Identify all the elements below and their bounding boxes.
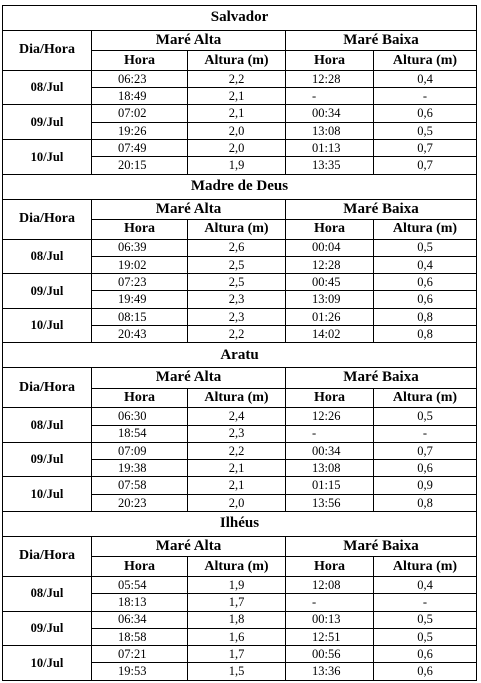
table-row [3,576,477,593]
low-tide-height: 0,4 [374,256,477,273]
group-header-row [3,536,477,557]
table-row [3,105,477,122]
low-hour-header: Hora [286,220,374,239]
station-title-row [3,343,477,368]
high-tide-height: 2,0 [188,122,286,139]
low-tide-height: 0,8 [374,326,477,343]
high-tide-height: 2,1 [188,477,286,494]
high-tide-height: 1,5 [188,663,286,681]
low-tide-height: 0,7 [374,140,477,157]
low-tide-hour: 13:08 [286,122,374,139]
station-name: Aratu [3,343,477,368]
day-hour-header: Dia/Hora [3,368,92,408]
low-tide-hour: 00:34 [286,442,374,459]
low-tide-height: 0,6 [374,460,477,477]
low-tide-height: 0,6 [374,646,477,663]
low-tide-height: 0,6 [374,274,477,291]
low-tide-hour: 13:08 [286,460,374,477]
low-tide-height: 0,4 [374,70,477,87]
low-tide-hour: 13:36 [286,663,374,681]
high-tide-hour: 07:09 [92,442,188,459]
high-tide-hour: 07:49 [92,140,188,157]
day-label: 09/Jul [3,105,92,140]
low-tide-hour: 01:15 [286,477,374,494]
high-tide-hour: 08:15 [92,308,188,325]
station-name: Ilhéus [3,512,477,537]
high-tide-hour: 07:58 [92,477,188,494]
table-row [3,140,477,157]
low-tide-hour: 00:34 [286,105,374,122]
high-tide-hour: 07:02 [92,105,188,122]
low-height-header: Altura (m) [374,51,477,70]
table-row [3,70,477,87]
low-tide-height: 0,8 [374,494,477,511]
high-tide-height: 2,2 [188,70,286,87]
high-hour-header: Hora [92,51,188,70]
low-tide-height: 0,4 [374,576,477,593]
high-tide-hour: 18:13 [92,594,188,611]
low-tide-height: - [374,88,477,105]
low-tide-hour: 12:28 [286,256,374,273]
low-tide-height: 0,9 [374,477,477,494]
day-hour-header: Dia/Hora [3,30,92,70]
day-label: 10/Jul [3,646,92,681]
low-tide-hour: 01:26 [286,308,374,325]
low-tide-hour: 13:09 [286,291,374,308]
table-row [3,274,477,291]
high-tide-hour: 18:49 [92,88,188,105]
group-header-row [3,368,477,389]
low-tide-hour: 00:56 [286,646,374,663]
high-tide-hour: 19:38 [92,460,188,477]
low-tide-hour: 00:13 [286,611,374,628]
low-tide-header: Maré Baixa [286,199,477,220]
low-hour-header: Hora [286,51,374,70]
tide-table [2,5,477,681]
low-tide-hour: 00:04 [286,239,374,256]
high-tide-height: 2,6 [188,239,286,256]
high-tide-hour: 20:15 [92,157,188,174]
low-tide-height: 0,5 [374,122,477,139]
high-tide-hour: 20:43 [92,326,188,343]
low-tide-height: 0,7 [374,442,477,459]
low-height-header: Altura (m) [374,220,477,239]
high-tide-height: 1,6 [188,628,286,645]
low-tide-height: - [374,594,477,611]
low-tide-height: 0,5 [374,239,477,256]
high-tide-hour: 20:23 [92,494,188,511]
high-tide-hour: 19:26 [92,122,188,139]
low-tide-hour: 12:28 [286,70,374,87]
high-tide-height: 1,9 [188,157,286,174]
high-height-header: Altura (m) [188,51,286,70]
day-label: 09/Jul [3,274,92,309]
high-tide-height: 2,1 [188,460,286,477]
low-tide-hour: 00:45 [286,274,374,291]
day-hour-header: Dia/Hora [3,536,92,576]
high-tide-height: 2,3 [188,308,286,325]
high-tide-height: 2,2 [188,326,286,343]
low-tide-hour: 12:51 [286,628,374,645]
high-tide-hour: 05:54 [92,576,188,593]
low-hour-header: Hora [286,388,374,407]
table-row [3,477,477,494]
high-tide-height: 1,8 [188,611,286,628]
high-tide-height: 2,0 [188,140,286,157]
high-tide-height: 2,0 [188,494,286,511]
high-tide-height: 1,7 [188,646,286,663]
low-tide-hour: - [286,594,374,611]
high-tide-height: 2,1 [188,105,286,122]
day-hour-header: Dia/Hora [3,199,92,239]
high-hour-header: Hora [92,388,188,407]
day-label: 10/Jul [3,140,92,175]
low-tide-hour: 13:56 [286,494,374,511]
low-tide-height: 0,6 [374,663,477,681]
high-height-header: Altura (m) [188,557,286,576]
low-tide-height: 0,5 [374,408,477,425]
low-tide-height: 0,5 [374,628,477,645]
day-label: 10/Jul [3,477,92,512]
high-hour-header: Hora [92,220,188,239]
high-hour-header: Hora [92,557,188,576]
low-tide-height: 0,8 [374,308,477,325]
low-tide-hour: 01:13 [286,140,374,157]
day-label: 08/Jul [3,408,92,443]
low-tide-header: Maré Baixa [286,368,477,389]
high-tide-height: 1,7 [188,594,286,611]
low-tide-hour: 14:02 [286,326,374,343]
low-tide-height: 0,5 [374,611,477,628]
low-tide-height: 0,6 [374,291,477,308]
low-tide-header: Maré Baixa [286,536,477,557]
high-tide-hour: 19:53 [92,663,188,681]
high-tide-hour: 18:54 [92,425,188,442]
high-tide-hour: 07:21 [92,646,188,663]
station-title-row [3,512,477,537]
high-tide-hour: 18:58 [92,628,188,645]
high-tide-height: 2,3 [188,425,286,442]
group-header-row [3,199,477,220]
station-name: Madre de Deus [3,174,477,199]
low-height-header: Altura (m) [374,388,477,407]
low-tide-hour: 12:08 [286,576,374,593]
high-tide-header: Maré Alta [92,199,286,220]
high-tide-hour: 06:30 [92,408,188,425]
high-tide-height: 1,9 [188,576,286,593]
high-tide-hour: 19:49 [92,291,188,308]
station-title-row [3,174,477,199]
low-tide-hour: - [286,425,374,442]
low-tide-hour: 12:26 [286,408,374,425]
low-tide-height: 0,7 [374,157,477,174]
low-tide-hour: 13:35 [286,157,374,174]
high-tide-hour: 19:02 [92,256,188,273]
table-row [3,239,477,256]
high-tide-height: 2,1 [188,88,286,105]
low-tide-height: 0,6 [374,105,477,122]
high-tide-hour: 07:23 [92,274,188,291]
high-tide-header: Maré Alta [92,30,286,51]
group-header-row [3,30,477,51]
low-tide-height: - [374,425,477,442]
high-tide-header: Maré Alta [92,536,286,557]
low-tide-header: Maré Baixa [286,30,477,51]
high-tide-height: 2,5 [188,274,286,291]
high-tide-hour: 06:39 [92,239,188,256]
day-label: 08/Jul [3,576,92,611]
table-row [3,611,477,628]
station-title-row [3,6,477,31]
day-label: 09/Jul [3,442,92,477]
day-label: 08/Jul [3,70,92,105]
day-label: 08/Jul [3,239,92,274]
day-label: 09/Jul [3,611,92,646]
table-row [3,308,477,325]
day-label: 10/Jul [3,308,92,343]
low-tide-hour: - [286,88,374,105]
table-row [3,646,477,663]
high-height-header: Altura (m) [188,388,286,407]
high-tide-header: Maré Alta [92,368,286,389]
table-row [3,408,477,425]
high-tide-hour: 06:23 [92,70,188,87]
low-hour-header: Hora [286,557,374,576]
high-height-header: Altura (m) [188,220,286,239]
high-tide-height: 2,3 [188,291,286,308]
high-tide-hour: 06:34 [92,611,188,628]
station-name: Salvador [3,6,477,31]
high-tide-height: 2,4 [188,408,286,425]
table-row [3,442,477,459]
low-height-header: Altura (m) [374,557,477,576]
high-tide-height: 2,2 [188,442,286,459]
high-tide-height: 2,5 [188,256,286,273]
